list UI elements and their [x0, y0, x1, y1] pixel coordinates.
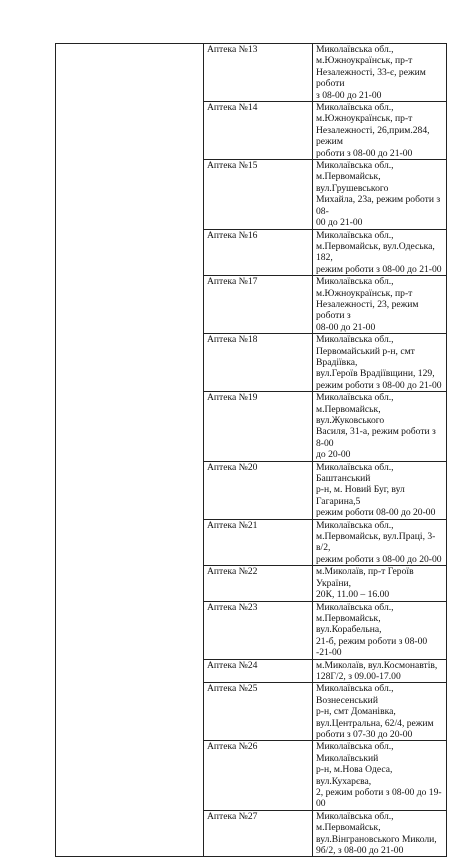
pharmacy-name-cell: Аптека №23 — [204, 601, 313, 659]
pharmacy-address-cell — [313, 392, 447, 461]
address-line: Миколаївська обл., — [316, 44, 394, 55]
pharmacy-address-cell — [313, 276, 447, 334]
address-line: Миколаївська обл., Миколаївський — [316, 741, 394, 764]
address-line: м.Миколаїв, вул.Космонавтів, — [316, 659, 438, 671]
pharmacy-name-cell: Аптека №18 — [204, 334, 313, 392]
address-line: 9б/2, з 08-00 до 21-00 — [316, 845, 404, 857]
address-line: вул.Центральна, 62/4, режим — [316, 717, 434, 729]
pharmacy-address-cell — [313, 741, 447, 810]
pharmacy-name-cell: Аптека №26 — [204, 741, 313, 810]
address-line: 128Г/2, з 09.00-17.00 — [316, 670, 401, 682]
address-line: м.Первомайськ, вул.Грушевського — [316, 171, 389, 194]
pharmacy-address-cell — [313, 44, 447, 102]
address-line: 2, режим роботи з 08-00 до 19-00 — [316, 787, 442, 810]
address-line: роботи з 08-00 до 21-00 — [316, 147, 413, 159]
address-line: Первомайський р-н, смт Врадіївка, — [316, 345, 415, 368]
pharmacy-name-cell: Аптека №13 — [204, 44, 313, 102]
address-line: м.Первомайськ, вул.Праці, 3-в/2, — [316, 531, 436, 554]
table-row — [56, 44, 447, 102]
address-line: м.Первомайськ, вул.Корабельна, — [316, 612, 382, 636]
pharmacy-address-cell — [313, 601, 447, 659]
address-line: Миколаївська обл., — [316, 276, 394, 288]
address-line: Миколаївська обл., — [316, 519, 394, 531]
address-line: р-н, смт Доманівка, — [316, 706, 396, 718]
address-line: режим роботи з 08-00 до 21-00 — [316, 379, 442, 391]
pharmacy-name-cell: Аптека №14 — [204, 102, 313, 160]
pharmacy-name-cell: Аптека №27 — [204, 810, 313, 857]
address-line: м.Южноукраїнськ, пр-т — [316, 287, 413, 299]
pharmacy-address-cell — [313, 334, 447, 392]
address-line: р-н, м.Нова Одеса, вул.Кухарєва, — [316, 764, 393, 787]
pharmacy-name-cell: Аптека №21 — [204, 519, 313, 566]
pharmacy-name-cell: Аптека №15 — [204, 160, 313, 229]
address-line: Миколаївська обл., — [316, 334, 394, 346]
pharmacy-name-cell: Аптека №25 — [204, 683, 313, 741]
address-line: Михайла, 23а, режим роботи з 08- — [316, 194, 441, 217]
address-line: Василя, 31-а, режим роботи з 8-00 — [316, 426, 436, 449]
pharmacy-name-cell: Аптека №24 — [204, 659, 313, 683]
address-line: роботи з 07-30 до 20-00 — [316, 728, 413, 740]
address-line: р-н, м. Новий Буг, вул Гагарина,5 — [316, 484, 405, 507]
address-line: режим роботи 08-00 до 20-00 — [316, 507, 436, 519]
pharmacy-name-cell: Аптека №20 — [204, 461, 313, 519]
address-line: Миколаївська обл., — [316, 102, 394, 114]
pharmacy-address-cell — [313, 519, 447, 566]
address-line: 08-00 до 21-00 — [316, 321, 376, 333]
address-line: вул.Героїв Врадіївщини, 129, — [316, 368, 435, 380]
address-line: Незалежності, 33-є, режим роботи — [316, 66, 426, 90]
address-line: м.Миколаїв, пр-т Героїв України, — [316, 566, 414, 589]
pharmacy-address-cell — [313, 229, 447, 276]
pharmacy-address-cell — [313, 810, 447, 857]
address-line: Миколаївська обл., — [316, 810, 394, 822]
address-line: 00 до 21-00 — [316, 217, 363, 229]
address-line: Миколаївська обл., Вознесенський — [316, 683, 394, 706]
address-line: режим роботи з 08-00 до 20-00 — [316, 553, 442, 565]
pharmacy-address-cell — [313, 160, 447, 229]
pharmacy-name-cell: Аптека №19 — [204, 392, 313, 461]
pharmacy-address-cell — [313, 566, 447, 601]
address-line: Незалежності, 26,прим.284, режим — [316, 124, 430, 148]
address-line: з 08-00 до 21-00 — [316, 89, 382, 101]
address-line: м.Первомайськ, вул.Одеська, 182, — [316, 240, 435, 264]
address-line: м.Первомайськ, — [316, 822, 381, 834]
address-line: Миколаївська обл., — [316, 160, 394, 172]
pharmacy-name-cell: Аптека №22 — [204, 566, 313, 601]
blank-region-cell — [56, 44, 204, 857]
address-line: Миколаївська обл., — [316, 392, 394, 404]
address-line: Незалежності, 23, режим роботи з — [316, 298, 419, 322]
pharmacy-address-cell — [313, 102, 447, 160]
address-line: 21-б, режим роботи з 08-00 -21-00 — [316, 635, 428, 659]
address-line: до 20-00 — [316, 449, 351, 461]
address-line: Миколаївська обл., — [316, 229, 394, 241]
address-line: Миколаївська обл., Баштанський — [316, 461, 394, 485]
address-line: режим роботи з 08-00 до 21-00 — [316, 263, 442, 275]
pharmacy-address-cell — [313, 683, 447, 741]
address-line: м.Южноукраїнськ, пр-т — [316, 113, 413, 125]
address-line: вул.Вінграновського Миколи, — [316, 833, 437, 845]
pharmacy-address-cell — [313, 659, 447, 683]
address-line: м.Южноукраїнськ, пр-т — [316, 55, 413, 67]
address-line: Миколаївська обл., — [316, 601, 394, 613]
address-line: м.Первомайськ, вул.Жуковського — [316, 403, 385, 426]
pharmacy-name-cell: Аптека №16 — [204, 229, 313, 276]
pharmacy-address-cell — [313, 461, 447, 519]
pharmacy-table — [55, 43, 447, 857]
address-line: 20К, 11.00 – 16.00 — [316, 589, 390, 601]
pharmacy-name-cell: Аптека №17 — [204, 276, 313, 334]
